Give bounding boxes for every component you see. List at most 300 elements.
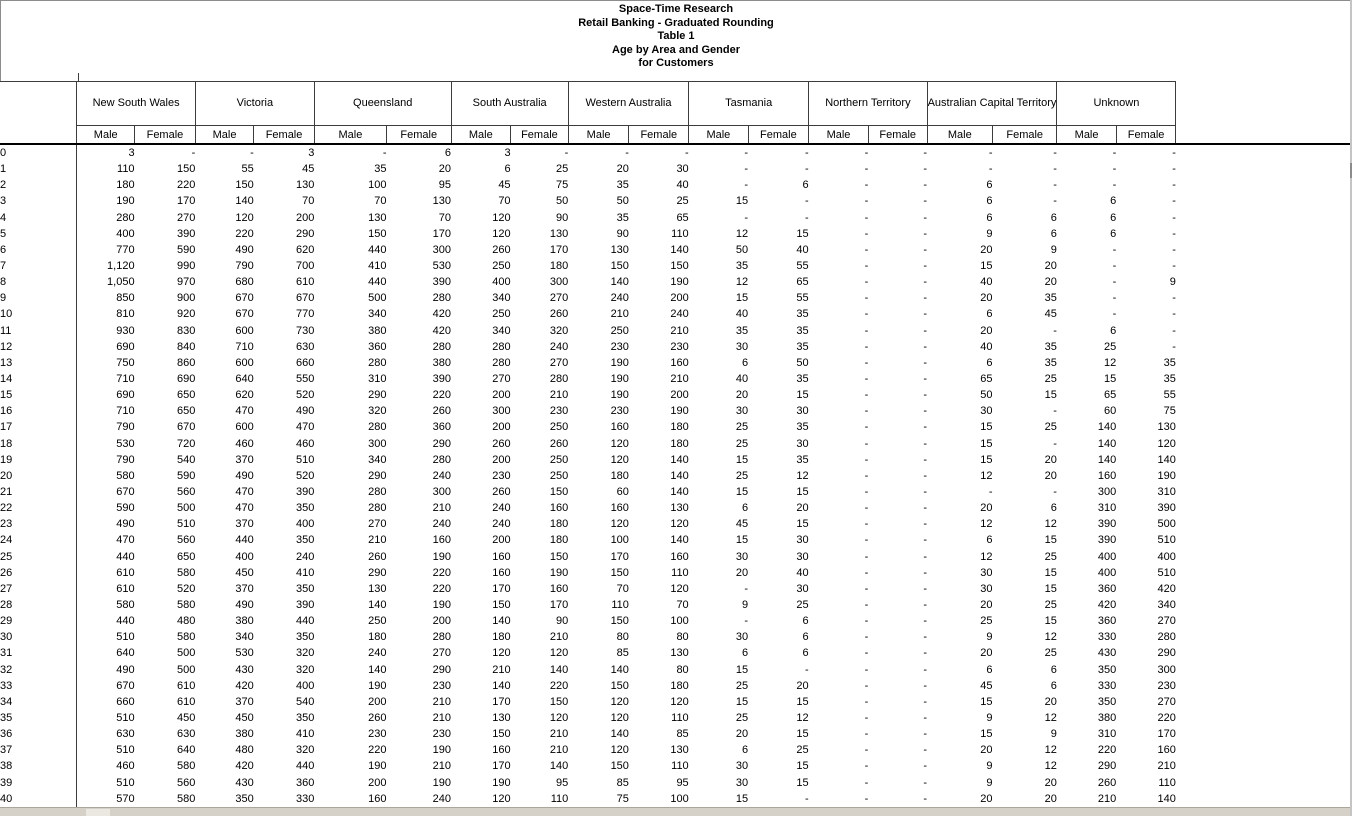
cell-value: 15: [796, 728, 809, 741]
cell-value: 20: [438, 163, 452, 176]
cell-value: -: [864, 631, 869, 644]
cell-value: 25: [735, 711, 749, 724]
cell-value: -: [864, 292, 869, 305]
cell-value: 9: [986, 760, 993, 773]
cell-value: 6: [802, 631, 809, 644]
cell-value: 390: [432, 373, 452, 386]
cell-value: 6: [504, 163, 511, 176]
cell-value: 420: [235, 760, 254, 773]
cell-value: -: [1112, 163, 1117, 176]
cell-value: 470: [235, 405, 254, 418]
cell-value: 470: [235, 486, 254, 499]
cell-value: 210: [432, 711, 452, 724]
cell-value: 30: [735, 405, 749, 418]
cell-value: -: [864, 324, 869, 337]
row-label-age: 33: [0, 678, 77, 694]
cell-value: 210: [670, 373, 689, 386]
cell-value: 130: [670, 744, 689, 757]
row-right-filler: [1176, 226, 1352, 242]
row-header-spacer-2: [0, 126, 77, 145]
cell-value: 6: [1110, 227, 1117, 240]
gender-header-tasmania-female: Female: [748, 126, 809, 145]
cell-value: 470: [295, 421, 315, 434]
cell-value: -: [805, 663, 809, 676]
cell-value: 120: [610, 744, 629, 757]
cell-value: 660: [295, 356, 315, 369]
cell-value: 15: [980, 453, 993, 466]
cell-value: 1,050: [107, 276, 135, 289]
cell-value: 15: [1044, 615, 1057, 628]
cell-value: 270: [1157, 695, 1176, 708]
cell-value: 120: [610, 518, 629, 531]
cell-value: 30: [735, 760, 749, 773]
cell-value: 250: [610, 324, 629, 337]
cell-value: 280: [1157, 631, 1176, 644]
cell-value: 40: [980, 340, 993, 353]
table-row-age-35: [0, 710, 1352, 726]
cell-value: 260: [432, 405, 452, 418]
row-right-filler: [1176, 645, 1352, 661]
cell-value: 15: [796, 227, 809, 240]
cell-value: 530: [116, 437, 135, 450]
cell-value: 15: [980, 437, 993, 450]
cell-value: -: [1112, 147, 1117, 160]
cell-value: 180: [670, 679, 689, 692]
row-label-age: 35: [0, 710, 77, 726]
cell-value: 390: [1157, 502, 1176, 515]
cell-value: 20: [616, 163, 629, 176]
cell-value: -: [923, 421, 928, 434]
row-label-age: 14: [0, 371, 77, 387]
cell-value: 120: [670, 582, 689, 595]
cell-value: 400: [492, 276, 511, 289]
cell-value: 240: [610, 292, 629, 305]
cell-value: 15: [735, 486, 749, 499]
area-header-australian-capital-territory: Australian Capital Territory: [927, 82, 1057, 126]
cell-value: 220: [432, 566, 452, 579]
cell-value: 230: [670, 340, 689, 353]
cell-value: 90: [556, 211, 569, 224]
cell-value: 280: [368, 502, 387, 515]
cell-value: 190: [432, 550, 452, 563]
cell-value: 270: [1157, 615, 1176, 628]
cell-value: -: [1172, 147, 1176, 160]
cell-value: -: [864, 695, 869, 708]
cell-value: 490: [235, 599, 254, 611]
cell-value: 370: [235, 695, 254, 708]
cell-value: -: [805, 211, 809, 224]
cell-value: 80: [616, 631, 629, 644]
cell-value: -: [1053, 195, 1057, 208]
cell-value: 12: [735, 227, 749, 240]
cell-value: 580: [176, 599, 196, 611]
cell-value: 680: [235, 276, 254, 289]
cell-value: 380: [1097, 711, 1117, 724]
cell-value: 440: [235, 534, 254, 547]
cell-value: 110: [671, 711, 689, 724]
row-label-age: 8: [0, 274, 77, 290]
row-right-filler: [1176, 597, 1352, 613]
cell-value: 420: [432, 324, 452, 337]
cell-value: 180: [368, 631, 387, 644]
cell-value: 190: [368, 760, 387, 773]
cell-value: -: [923, 324, 928, 337]
table-row-age-29: [0, 613, 1352, 629]
cell-value: 180: [610, 469, 629, 482]
cell-value: -: [923, 437, 928, 450]
cell-value: 400: [235, 550, 254, 563]
cell-value: 300: [549, 276, 569, 289]
row-label-age: 4: [0, 210, 77, 226]
title-line-database: Retail Banking - Graduated Rounding: [578, 16, 774, 29]
table-row-age-21: [0, 484, 1352, 500]
cell-value: 9: [986, 631, 993, 644]
cell-value: 25: [1044, 421, 1057, 434]
cell-value: 250: [549, 453, 569, 466]
cell-value: 330: [295, 792, 315, 805]
cell-value: 510: [116, 776, 135, 789]
cell-value: 160: [368, 792, 387, 805]
cell-value: 520: [295, 469, 315, 482]
cell-value: -: [988, 147, 993, 160]
cell-value: -: [1112, 292, 1117, 305]
cell-value: 55: [796, 260, 809, 273]
row-right-filler: [1176, 403, 1352, 419]
cell-value: 15: [980, 695, 993, 708]
table-title-block: [0, 3, 1352, 71]
table-row-age-33: [0, 678, 1352, 694]
cell-value: 15: [735, 453, 749, 466]
area-header-tasmania: Tasmania: [689, 82, 809, 126]
cell-value: 310: [1097, 502, 1117, 515]
cell-value: -: [923, 582, 928, 595]
cell-value: 120: [610, 437, 629, 450]
cell-value: 150: [610, 260, 629, 273]
cell-value: 70: [438, 211, 452, 224]
row-right-filler: [1176, 323, 1352, 339]
cell-value: 280: [432, 631, 452, 644]
cell-value: 6: [986, 308, 993, 321]
table-row-age-4: [0, 210, 1352, 226]
cell-value: 610: [176, 695, 196, 708]
cell-value: 6: [1110, 211, 1117, 224]
cell-value: 150: [235, 179, 254, 192]
cell-value: 520: [176, 582, 196, 595]
cell-value: 210: [1157, 760, 1176, 773]
cell-value: -: [923, 373, 928, 386]
row-label-age: 2: [0, 177, 77, 193]
cell-value: 340: [1157, 599, 1176, 611]
cell-value: 160: [1157, 744, 1176, 757]
cell-value: 300: [1157, 663, 1176, 676]
cell-value: -: [864, 792, 869, 805]
title-line-table-number: Table 1: [657, 30, 695, 43]
cell-value: 150: [670, 260, 689, 273]
cell-value: 390: [295, 486, 315, 499]
cell-value: -: [923, 486, 928, 499]
area-header-row: [0, 82, 1352, 126]
row-label-age: 10: [0, 306, 77, 322]
cell-value: 120: [610, 695, 629, 708]
cell-value: 15: [735, 292, 749, 305]
cell-value: -: [923, 566, 928, 579]
cell-value: 20: [980, 502, 993, 515]
cell-value: 160: [492, 550, 511, 563]
table-row-age-24: [0, 532, 1352, 548]
cell-value: 110: [611, 599, 629, 611]
cell-value: -: [1112, 308, 1117, 321]
cell-value: 35: [1044, 340, 1057, 353]
cell-value: 20: [1044, 469, 1057, 482]
cell-value: 45: [302, 163, 315, 176]
row-right-filler: [1176, 468, 1352, 484]
cell-value: 100: [368, 179, 387, 192]
cell-value: 150: [368, 227, 387, 240]
cell-value: -: [864, 728, 869, 741]
gender-header-tasmania-male: Male: [689, 126, 748, 145]
cell-value: 35: [1044, 292, 1057, 305]
cell-value: 260: [492, 486, 511, 499]
cell-value: 620: [295, 243, 315, 256]
cell-value: -: [923, 340, 928, 353]
cell-value: 35: [796, 421, 809, 434]
cell-value: -: [864, 711, 869, 724]
cell-value: -: [923, 243, 928, 256]
cell-value: 130: [295, 179, 315, 192]
cell-value: -: [923, 550, 928, 563]
cell-value: 250: [492, 308, 511, 321]
cell-value: 580: [176, 760, 196, 773]
cell-value: 100: [670, 792, 689, 805]
cell-value: 160: [670, 550, 689, 563]
cell-value: 300: [432, 486, 452, 499]
cell-value: 40: [796, 243, 809, 256]
cell-value: 120: [492, 792, 511, 805]
table-row-age-2: [0, 177, 1352, 193]
cell-value: -: [1053, 147, 1057, 160]
cell-value: 300: [1097, 486, 1117, 499]
table-row-age-14: [0, 371, 1352, 387]
cell-value: 510: [295, 453, 315, 466]
cell-value: -: [923, 389, 928, 402]
age-by-area-gender-table: [0, 81, 1352, 807]
cell-value: -: [864, 744, 869, 757]
cell-value: -: [1172, 324, 1176, 337]
cell-value: 15: [796, 760, 809, 773]
header-right-filler: [1176, 82, 1352, 126]
row-label-age: 19: [0, 452, 77, 468]
cell-value: 6: [741, 356, 749, 369]
cell-value: 660: [116, 695, 135, 708]
cell-value: 690: [176, 373, 196, 386]
row-right-filler: [1176, 549, 1352, 565]
table-row-age-16: [0, 403, 1352, 419]
cell-value: 240: [432, 469, 452, 482]
gender-header-row: [0, 126, 1352, 145]
cell-value: -: [1172, 292, 1176, 305]
row-right-filler: [1176, 678, 1352, 694]
cell-value: 190: [432, 776, 452, 789]
cell-value: 15: [735, 534, 749, 547]
table-row-age-31: [0, 645, 1352, 661]
cell-value: 12: [1044, 760, 1057, 773]
cell-value: -: [1172, 260, 1176, 273]
cell-value: 280: [432, 292, 452, 305]
cell-value: -: [923, 469, 928, 482]
cell-value: -: [923, 760, 928, 773]
cell-value: 150: [176, 163, 196, 176]
cell-value: 170: [492, 695, 511, 708]
cell-value: 180: [549, 260, 569, 273]
cell-value: 230: [492, 469, 511, 482]
gender-header-northern-territory-male: Male: [809, 126, 869, 145]
area-header-northern-territory: Northern Territory: [809, 82, 927, 126]
cell-value: -: [923, 728, 928, 741]
cell-value: 6: [986, 179, 993, 192]
cell-value: 170: [432, 227, 452, 240]
cell-value: -: [864, 421, 869, 434]
cell-value: 110: [1158, 776, 1176, 789]
cell-value: -: [864, 566, 869, 579]
row-label-age: 9: [0, 290, 77, 306]
cell-value: -: [988, 163, 993, 176]
gender-header-victoria-female: Female: [254, 126, 315, 145]
cell-value: 160: [610, 421, 629, 434]
cell-value: 420: [1157, 582, 1176, 595]
cell-value: -: [923, 599, 928, 611]
cell-value: -: [923, 356, 928, 369]
cell-value: 190: [116, 195, 135, 208]
table-row-age-8: [0, 274, 1352, 290]
table-row-age-40: [0, 791, 1352, 807]
cell-value: 190: [549, 566, 569, 579]
cell-value: 15: [796, 776, 809, 789]
cell-value: -: [864, 518, 869, 531]
cell-value: 270: [549, 356, 569, 369]
row-right-filler: [1176, 791, 1352, 807]
gender-header-queensland-male: Male: [314, 126, 386, 145]
title-line-organisation: Space-Time Research: [618, 3, 734, 15]
cell-value: 20: [1044, 695, 1057, 708]
cell-value: 15: [980, 421, 993, 434]
cell-value: 390: [176, 227, 196, 240]
row-label-age: 40: [0, 791, 77, 807]
cell-value: 20: [980, 647, 993, 660]
horizontal-scrollbar[interactable]: [0, 807, 1352, 816]
cell-value: -: [864, 679, 869, 692]
cell-value: -: [744, 615, 749, 628]
area-header-western-australia: Western Australia: [568, 82, 688, 126]
cell-value: 40: [796, 566, 809, 579]
cell-value: 6: [1110, 324, 1117, 337]
cell-value: 220: [1097, 744, 1117, 757]
cell-value: 210: [432, 760, 452, 773]
row-right-filler: [1176, 210, 1352, 226]
cell-value: 500: [176, 502, 196, 515]
table-row-age-23: [0, 516, 1352, 532]
cell-value: 20: [980, 243, 993, 256]
cell-value: 700: [295, 260, 315, 273]
cell-value: -: [864, 663, 869, 676]
cell-value: 95: [438, 179, 452, 192]
cell-value: 6: [1050, 227, 1057, 240]
cell-value: 160: [492, 744, 511, 757]
cell-value: 590: [176, 469, 196, 482]
title-line-table-name: Age by Area and Gender: [612, 43, 740, 56]
cell-value: 140: [670, 486, 689, 499]
cell-value: 35: [796, 340, 809, 353]
cell-value: 12: [1104, 356, 1117, 369]
cell-value: 15: [980, 260, 993, 273]
cell-value: 540: [176, 453, 196, 466]
cell-value: 590: [176, 243, 196, 256]
row-label-age: 5: [0, 226, 77, 242]
cell-value: 510: [1157, 534, 1176, 547]
cell-value: 220: [432, 582, 452, 595]
cell-value: -: [864, 389, 869, 402]
table-row-age-19: [0, 452, 1352, 468]
cell-value: 140: [368, 663, 387, 676]
cell-value: 290: [368, 389, 387, 402]
cell-value: 6: [802, 179, 809, 192]
cell-value: 9: [986, 227, 993, 240]
cell-value: 30: [735, 550, 749, 563]
table-row-age-18: [0, 436, 1352, 452]
cell-value: -: [864, 308, 869, 321]
cell-value: 460: [235, 437, 254, 450]
table-row-age-15: [0, 387, 1352, 403]
cell-value: 150: [492, 599, 511, 611]
cell-value: 160: [432, 534, 452, 547]
cell-value: 160: [492, 566, 511, 579]
cell-value: 6: [986, 195, 993, 208]
cell-value: 290: [1157, 647, 1176, 660]
gender-header-australian-capital-territory-female: Female: [993, 126, 1057, 145]
cell-value: 25: [735, 421, 749, 434]
cell-value: 6: [1050, 679, 1057, 692]
table-row-age-0: [0, 144, 1352, 161]
cell-value: 280: [549, 373, 569, 386]
cell-value: 190: [432, 599, 452, 611]
row-right-filler: [1176, 144, 1352, 161]
horizontal-scrollbar-thumb[interactable]: [86, 809, 110, 816]
cell-value: 30: [676, 163, 689, 176]
cell-value: -: [805, 195, 809, 208]
cell-value: 520: [295, 389, 315, 402]
cell-value: 270: [176, 211, 196, 224]
row-right-filler: [1176, 177, 1352, 193]
cell-value: 380: [235, 615, 254, 628]
area-header-unknown: Unknown: [1057, 82, 1176, 126]
cell-value: 270: [549, 292, 569, 305]
cell-value: 300: [368, 437, 387, 450]
table-row-age-5: [0, 226, 1352, 242]
cell-value: -: [191, 147, 196, 160]
cell-value: 30: [796, 405, 809, 418]
cell-value: 170: [492, 582, 511, 595]
cell-value: 610: [116, 582, 135, 595]
cell-value: 130: [610, 243, 629, 256]
cell-value: 75: [556, 179, 569, 192]
cell-value: 6: [802, 615, 809, 628]
cell-value: 85: [616, 776, 629, 789]
cell-value: 270: [492, 373, 511, 386]
cell-value: 330: [1097, 631, 1117, 644]
cell-value: -: [382, 147, 387, 160]
title-line-population: for Customers: [638, 57, 714, 70]
cell-value: -: [744, 582, 749, 595]
row-label-age: 23: [0, 516, 77, 532]
